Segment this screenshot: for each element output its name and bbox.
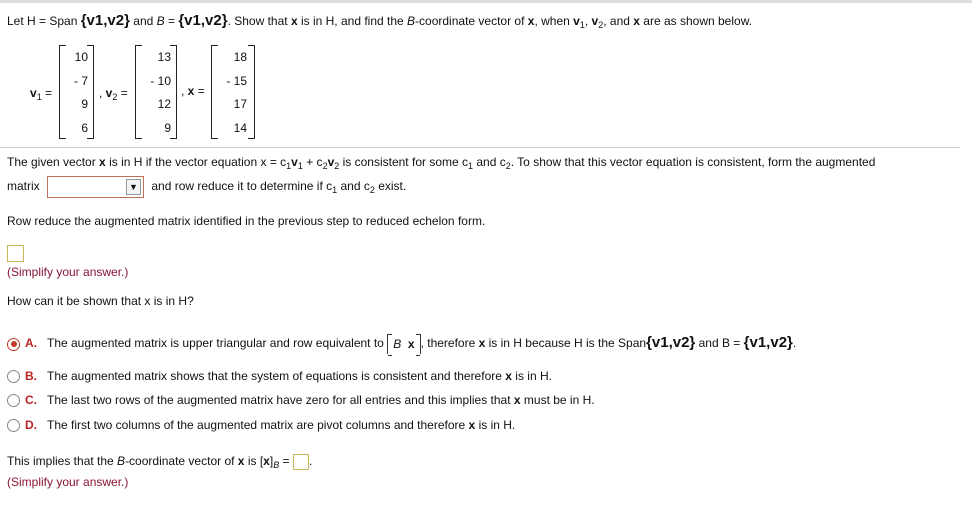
v2-entry: 12: [157, 97, 171, 111]
radio-button[interactable]: [7, 419, 20, 432]
span-set: {v1,v2}: [80, 12, 130, 29]
basis-set: {v1,v2}: [743, 334, 793, 352]
bracket-right: [170, 45, 177, 139]
text: ,: [584, 14, 592, 28]
text: 2: [598, 20, 604, 30]
text: , therefore: [420, 336, 479, 351]
text: x: [407, 337, 415, 351]
text: and c: [337, 179, 370, 194]
option-b[interactable]: [7, 369, 552, 383]
text: -coordinate vector of: [415, 14, 528, 28]
text: x: [513, 393, 521, 407]
text: x: [633, 14, 640, 28]
bracket-right: [248, 45, 255, 139]
v2-entry: 9: [164, 121, 171, 135]
v1-entry: 6: [81, 121, 88, 135]
text: x: [478, 336, 486, 351]
simplify-hint-2: (Simplify your answer.): [7, 475, 129, 489]
option-d[interactable]: [7, 418, 515, 432]
matrix-dropdown[interactable]: [47, 176, 144, 198]
text: 1: [297, 161, 303, 171]
text: v: [591, 14, 599, 28]
v2-label: , $v_2$ =: [99, 86, 128, 102]
x-label: , x =: [181, 84, 205, 98]
text: is consistent for some c: [339, 155, 468, 169]
text: =: [164, 14, 179, 28]
x-entry: 18: [233, 50, 247, 64]
question-text: How can it be shown that x is in H?: [7, 294, 194, 308]
text: v: [105, 86, 113, 100]
text: ]: [269, 454, 274, 469]
text: B: [156, 14, 165, 28]
text: v: [30, 86, 37, 100]
divider: [0, 147, 960, 148]
text: x: [99, 155, 106, 169]
text: + c: [302, 155, 323, 169]
text: .: [792, 336, 797, 351]
v1-entry: - 7: [73, 74, 88, 88]
simplify-hint: (Simplify your answer.): [7, 265, 129, 279]
text: and: [129, 14, 157, 28]
option-c[interactable]: [7, 393, 595, 407]
final-statement: [7, 454, 312, 470]
v1-entry: 9: [81, 97, 88, 111]
text: x: [290, 14, 298, 28]
text: exist.: [374, 179, 407, 194]
augmented-matrix: [387, 334, 420, 354]
text: 1: [579, 20, 585, 30]
radio-button[interactable]: [7, 394, 20, 407]
text: B: [393, 337, 402, 351]
text: x: [187, 84, 195, 98]
text: x: [263, 454, 270, 469]
text: Let H = Span: [7, 14, 81, 28]
coordinate-answer-input[interactable]: [293, 454, 309, 470]
chevron-down-icon[interactable]: ▼: [126, 179, 141, 195]
x-entry: 17: [233, 97, 247, 111]
rref-answer-box[interactable]: [7, 245, 24, 262]
text: and row reduce it to determine if c: [151, 179, 333, 194]
radio-button[interactable]: [7, 370, 20, 383]
text: must be in H.: [520, 393, 595, 407]
text: 1: [332, 185, 338, 196]
text: 2: [322, 161, 328, 171]
text: x: [527, 14, 535, 28]
text: This implies that the: [7, 454, 118, 469]
text: and B =: [695, 336, 744, 351]
text: =: [279, 454, 293, 469]
v2-entry: 13: [157, 50, 171, 64]
text: 2: [112, 92, 118, 102]
text: v: [291, 155, 298, 169]
x-entry: - 15: [226, 74, 247, 88]
basis-set: {v1,v2}: [178, 12, 228, 29]
option-letter: A.: [25, 336, 37, 351]
text: The last two rows of the augmented matrix have zero for all entries and this implies that: [47, 393, 514, 407]
text: The first two columns of the augmented matrix are pivot columns and therefore: [47, 418, 469, 432]
text: is in H if the vector equation x = c: [105, 155, 287, 169]
text: 2: [369, 185, 375, 196]
top-border: [0, 0, 972, 3]
text: The given vector: [7, 155, 100, 169]
text: 1: [36, 92, 42, 102]
text: , and: [603, 14, 634, 28]
text: , when: [534, 14, 574, 28]
text: is in H, and find the: [297, 14, 408, 28]
text: x: [468, 418, 476, 432]
text: The augmented matrix is upper triangular and row equivalent to: [47, 336, 384, 351]
v1-label: $v_1$ =: [30, 86, 53, 102]
v2-entry: - 10: [150, 74, 171, 88]
explanation-text: [7, 155, 875, 171]
text: 2: [505, 161, 511, 171]
text: B: [117, 454, 126, 469]
text: 1: [468, 161, 474, 171]
text: -coordinate vector of: [125, 454, 238, 469]
row-reduce-instruction: Row reduce the augmented matrix identified in the previous step to reduced echelon form.: [7, 214, 486, 228]
answer-input[interactable]: [7, 245, 24, 262]
text: B: [407, 14, 416, 28]
text: are as shown below.: [639, 14, 753, 28]
text: x: [505, 369, 512, 383]
text: . To show that this vector equation is consistent, form the augmented: [510, 155, 876, 169]
text: is in H because H is the Span: [485, 336, 647, 351]
text: 1: [286, 161, 292, 171]
text: is in H.: [475, 418, 516, 432]
text: v: [573, 14, 580, 28]
option-letter: D.: [25, 418, 37, 432]
text: and c: [473, 155, 506, 169]
text: B: [273, 460, 280, 471]
text: v: [327, 155, 335, 169]
span-set: {v1,v2}: [646, 334, 696, 352]
v1-entry: 10: [74, 50, 88, 64]
radio-button[interactable]: [7, 338, 20, 351]
text: The augmented matrix shows that the system of equations is consistent and therefore: [47, 369, 506, 383]
text: matrix: [7, 179, 40, 194]
text: .: [308, 454, 313, 469]
text: is in H.: [511, 369, 552, 383]
text: x: [237, 454, 245, 469]
text: is [: [244, 454, 264, 469]
matrix-line: [7, 176, 406, 198]
option-letter: B.: [25, 369, 37, 383]
option-letter: C.: [25, 393, 37, 407]
bracket-right: [87, 45, 94, 139]
text: 2: [334, 161, 340, 171]
x-entry: 14: [233, 121, 247, 135]
text: . Show that: [227, 14, 291, 28]
problem-statement: [7, 12, 752, 30]
option-a[interactable]: [7, 334, 796, 354]
